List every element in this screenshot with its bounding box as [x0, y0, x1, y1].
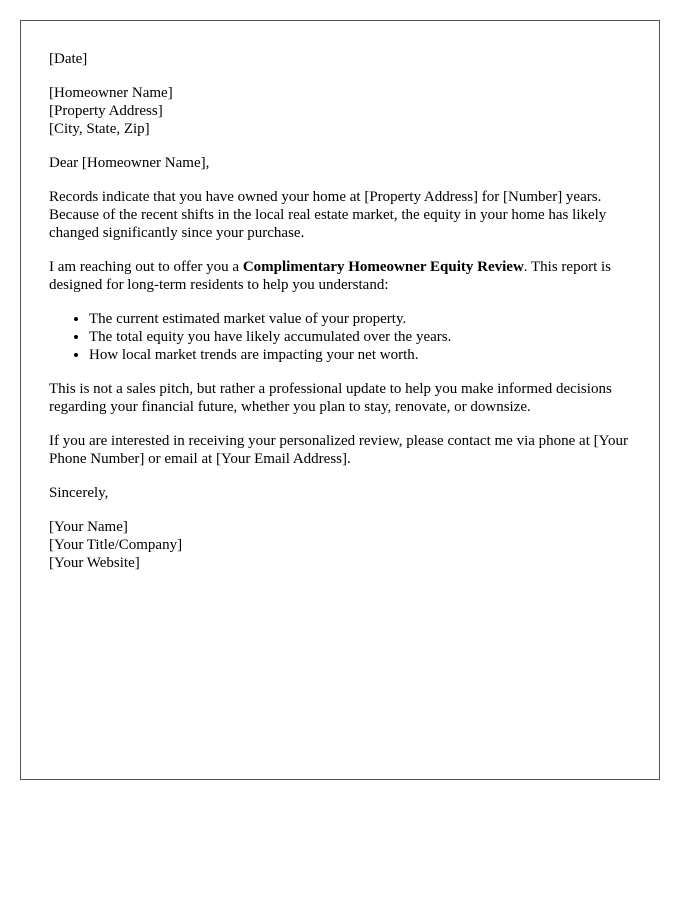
sender-title-company: [Your Title/Company] — [49, 537, 183, 553]
paragraph-2-intro: I am reaching out to offer you a — [49, 259, 243, 275]
recipient-name: [Homeowner Name] — [49, 85, 173, 101]
sender-website: [Your Website] — [49, 555, 140, 571]
list-item: • The current estimated market value of your property. — [89, 310, 631, 328]
body-paragraph-1: Records indicate that you have owned your home at [Property Address] for [Number] years. Because of the recent shifts in the local real estate market, the equity in your home has likely changed significantly since your purchase. — [49, 189, 607, 241]
body-paragraph-3: This is not a sales pitch, but rather a professional update to help you make informed decisions regarding your financial future, whether you plan to stay, renovate, or downsize. — [49, 381, 612, 415]
recipient-address: [Property Address] — [49, 103, 163, 119]
salutation: Dear [Homeowner Name], — [49, 155, 210, 171]
benefits-list — [49, 310, 631, 364]
sender-name: [Your Name] — [49, 519, 128, 535]
signature-block — [49, 518, 631, 572]
body-paragraph-2 — [49, 258, 631, 294]
list-item: • The total equity you have likely accumulated over the years. — [89, 328, 631, 346]
body-paragraph-4: If you are interested in receiving your personalized review, please contact me via phone at [Your Phone Number] or email at [Your Email Address]. — [49, 433, 628, 467]
list-item: • How local market trends are impacting your net worth. — [89, 346, 631, 364]
paragraph-2-rest: . This report is designed for long-term residents to help you understand: — [49, 259, 611, 293]
review-offer-name: Complimentary Homeowner Equity Review — [242, 259, 524, 275]
closing: Sincerely, — [49, 485, 109, 501]
recipient-city-state-zip: [City, State, Zip] — [49, 121, 150, 137]
letter-date: [Date] — [49, 51, 88, 67]
recipient-address-block — [49, 84, 631, 138]
letter-page — [20, 20, 660, 780]
